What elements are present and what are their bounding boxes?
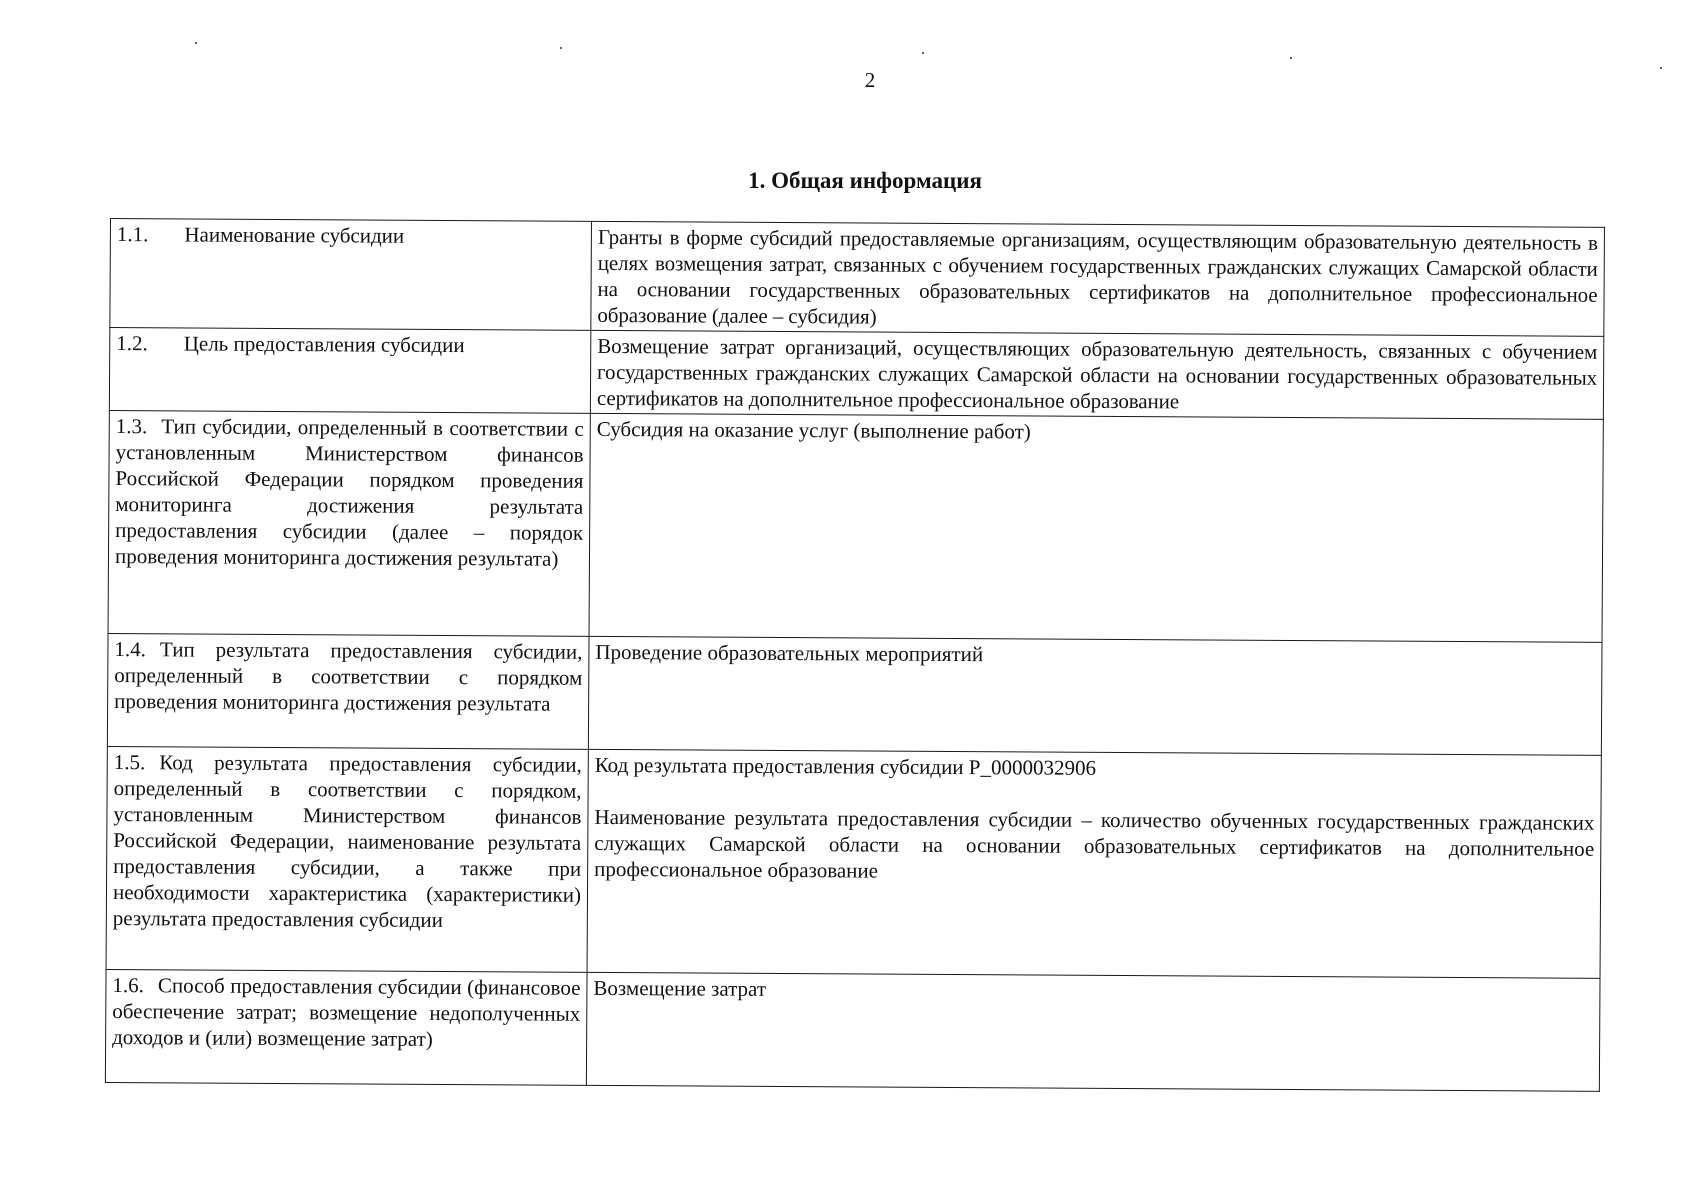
table-row <box>105 969 1600 1091</box>
row-label-cell <box>110 219 592 331</box>
scan-speck <box>560 47 562 49</box>
row-number: 1.2. <box>116 331 148 356</box>
row-label: Способ предоставления субсидии (финансовое обеспечение затрат; возмещение недополученных доходов и (или) возмещение затрат) <box>112 973 581 1051</box>
row-number: 1.4. <box>114 637 147 662</box>
row-label: Код результата предоставления субсидии, определенный в соответствии с порядком, установленным Министерством финансов Российской Федерации, наименование результата предоставления субсидии, а также при необходимости характеристика (характеристики) результата предоставления субсидии <box>112 750 582 932</box>
row-label-cell <box>106 746 588 972</box>
row-value: Проведение образовательных мероприятий <box>595 639 984 667</box>
row-value-cell <box>586 972 1600 1091</box>
section-title: 1. Общая информация <box>748 168 982 193</box>
row-value-cell <box>590 330 1603 419</box>
page-number: 2 <box>864 68 876 92</box>
row-label: Цель предоставления субсидии <box>183 331 465 358</box>
row-value-cell <box>588 636 1602 755</box>
scan-speck <box>1290 57 1292 59</box>
row-value-cell <box>591 221 1605 336</box>
scan-speck <box>922 52 924 54</box>
row-value-cell <box>589 413 1603 642</box>
row-number: 1.6. <box>112 973 145 998</box>
row-value: Субсидия на оказание услуг (выполнение работ) <box>596 416 1031 444</box>
row-label: Тип результата предоставления субсидии, определенный в соответствии с порядком проведения мониторинга достижения результата <box>114 637 583 716</box>
scan-speck <box>195 42 197 44</box>
row-value: Возмещение затрат <box>593 975 767 1001</box>
row-value: Гранты в форме субсидий предоставляемые организациям, осуществляющим образовательную деятельность в целях возмещения затрат, связанных с обучением государственных гражданских служащих Самарской области на основании государственных образовательных сертификатов на дополнительное профессиональное образование (далее – субсидия) <box>597 224 1598 329</box>
table-row <box>107 633 1602 755</box>
row-number: 1.1. <box>116 222 149 247</box>
row-label-cell <box>105 969 587 1085</box>
row-label: Наименование субсидии <box>184 222 405 248</box>
result-code: Код результата предоставления субсидии P_0000032906 <box>594 752 1097 780</box>
row-number: 1.5. <box>113 750 146 775</box>
row-label-cell <box>107 633 589 749</box>
row-label: Тип субсидии, определенный в соответствии с установленным Министерством финансов Российской Федерации порядком проведения мониторинга достижения результата предоставления субсидии (далее – порядок проведения мониторинга достижения результата) <box>114 414 584 571</box>
table-row <box>109 328 1603 420</box>
result-name: Наименование результата предоставления субсидии – количество обученных государственных гражданских служащих Самарской области на основании образовательных сертификатов на дополнительное профессиональное образование <box>594 804 1595 883</box>
row-label-cell <box>108 410 590 636</box>
table-row <box>108 410 1603 642</box>
row-number: 1.3. <box>115 414 148 439</box>
row-label-cell <box>109 328 590 414</box>
row-value: Возмещение затрат организаций, осуществляющих образовательную деятельность, связанных с обучением государственных гражданских служащих Самарской области на основании государственных образовательных сертификатов на дополнительное профессиональное образование <box>596 333 1598 414</box>
row-value-cell <box>587 749 1601 978</box>
table-row <box>110 219 1605 337</box>
table-row <box>106 746 1601 978</box>
general-info-table <box>105 218 1605 1092</box>
